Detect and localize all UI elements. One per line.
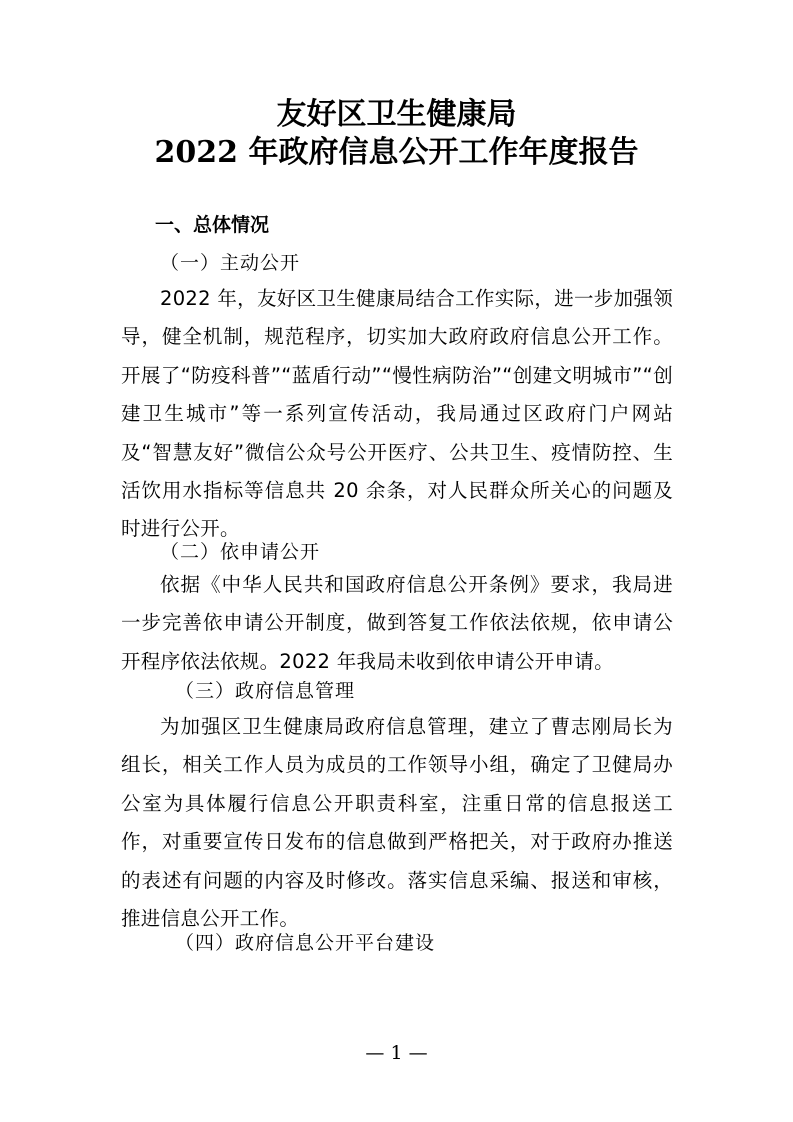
subheading-information-management: （三）政府信息管理 <box>175 680 356 702</box>
paragraph-information-management: 为加强区卫生健康局政府信息管理，建立了曹志刚局长为组长，相关工作人员为成员的工作领导小组，确定了卫健局办公室为具体履行信息公开职责科室，注重日常的信息报送工作，对重要宣传日发布的信息做到严格把关，对于政府办推送的表述有问题的内容及时修改。落实信息采编、报送和审核，推进信息公开工作。 <box>121 715 673 931</box>
paragraph-disclosure-on-request: 依据《中华人民共和国政府信息公开条例》要求，我局进一步完善依申请公开制度，做到答复工作依法依规，依申请公开程序依法依规。2022 年我局未收到依申请公开申请。 <box>121 573 673 673</box>
document-title-line-2: 2022 年政府信息公开工作年度报告 <box>154 135 639 170</box>
subheading-platform-construction: （四）政府信息公开平台建设 <box>175 932 436 954</box>
subheading-disclosure-on-request: （二）依申请公开 <box>160 541 321 563</box>
document-title-line-1: 友好区卫生健康局 <box>276 97 517 132</box>
subheading-proactive-disclosure: （一）主动公开 <box>160 252 301 274</box>
paragraph-proactive-disclosure: 2022 年，友好区卫生健康局结合工作实际，进一步加强领导，健全机制，规范程序，切实加大政府政府信息公开工作。开展了“防疫科普”“蓝盾行动”“慢性病防治”“创建文明城市”“创建卫生城市”等一系列宣传活动，我局通过区政府门户网站及“智慧友好”微信公众号公开医疗、公共卫生、疫情防控、生活饮用水指标等信息共 20 余条，对人民群众所关心的问题及时进行公开。 <box>121 287 673 541</box>
page-number: — 1 — <box>365 1042 428 1064</box>
section-heading-overview: 一、总体情况 <box>155 214 270 236</box>
